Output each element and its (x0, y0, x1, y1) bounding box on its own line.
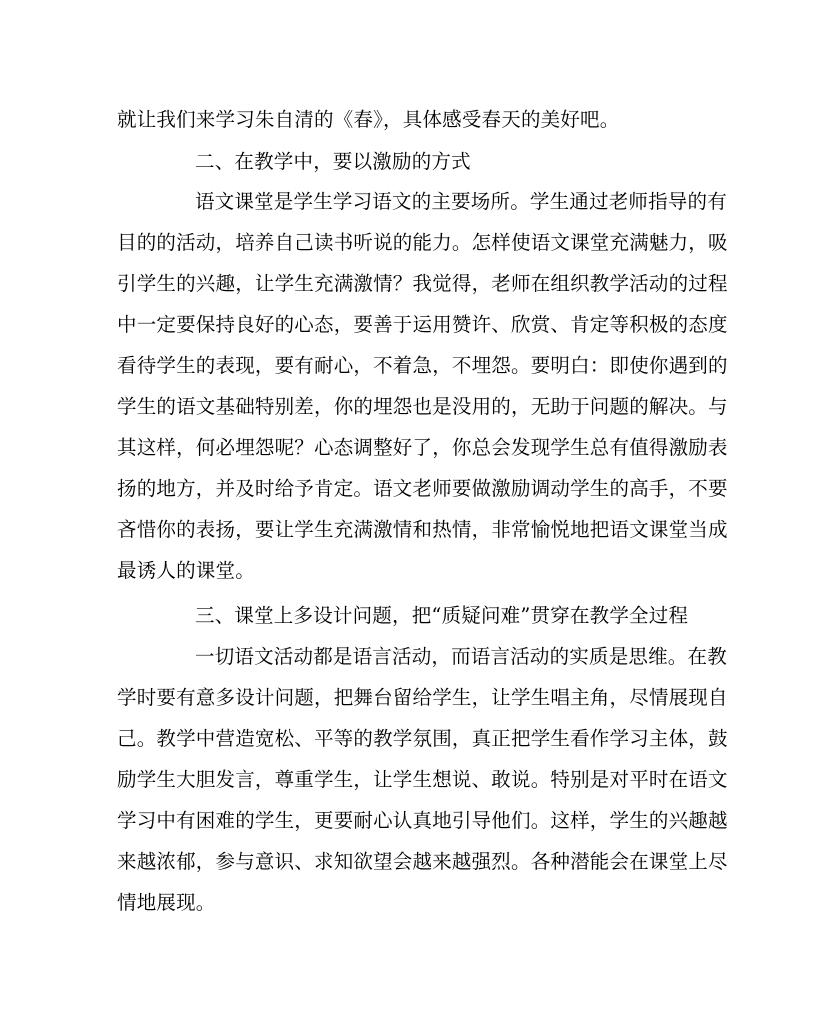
text-line: 语文课堂是学生学习语文的主要场所。学生通过老师指导的有 (195, 190, 727, 213)
text-line: 励学生大胆发言，尊重学生，让学生想说、敢说。特别是对平时在语文 (117, 768, 728, 791)
text-line: 扬的地方，并及时给予肯定。语文老师要做激励调动学生的高手，不要 (117, 477, 728, 500)
text-line: 最诱人的课堂。 (117, 559, 255, 582)
text-line: 引学生的兴趣，让学生充满激情？我觉得，老师在组织教学活动的过程 (117, 272, 728, 295)
text-line: 学时要有意多设计问题，把舞台留给学生，让学生唱主角，尽情展现自 (117, 686, 728, 709)
text-line: 其这样，何必埋怨呢？心态调整好了，你总会发现学生总有值得激励表 (117, 436, 728, 459)
section-heading: 二、在教学中，要以激励的方式 (195, 150, 471, 173)
text-line: 看待学生的表现，要有耐心，不着急，不埋怨。要明白：即使你遇到的 (117, 354, 728, 377)
text-line: 来越浓郁，参与意识、求知欲望会越来越强烈。各种潜能会在课堂上尽 (117, 850, 728, 873)
section-heading: 三、课堂上多设计问题，把“质疑问难”贯穿在教学全过程 (195, 604, 689, 627)
text-line: 学习中有困难的学生，更要耐心认真地引导他们。这样，学生的兴趣越 (117, 809, 728, 832)
text-line: 情地展现。 (117, 891, 216, 914)
text-line: 学生的语文基础特别差，你的埋怨也是没用的，无助于问题的解决。与 (117, 395, 728, 418)
text-line: 就让我们来学习朱自清的《春》，具体感受春天的美好吧。 (117, 108, 620, 131)
text-line: 目的的活动，培养自己读书听说的能力。怎样使语文课堂充满魅力，吸 (117, 231, 728, 254)
text-line: 吝惜你的表扬，要让学生充满激情和热情，非常愉悦地把语文课堂当成 (117, 518, 728, 541)
text-line: 己。教学中营造宽松、平等的教学氛围，真正把学生看作学习主体，鼓 (117, 727, 728, 750)
text-line: 中一定要保持良好的心态，要善于运用赞许、欣赏、肯定等积极的态度 (117, 313, 728, 336)
text-line: 一切语文活动都是语言活动，而语言活动的实质是思维。在教 (195, 645, 727, 668)
